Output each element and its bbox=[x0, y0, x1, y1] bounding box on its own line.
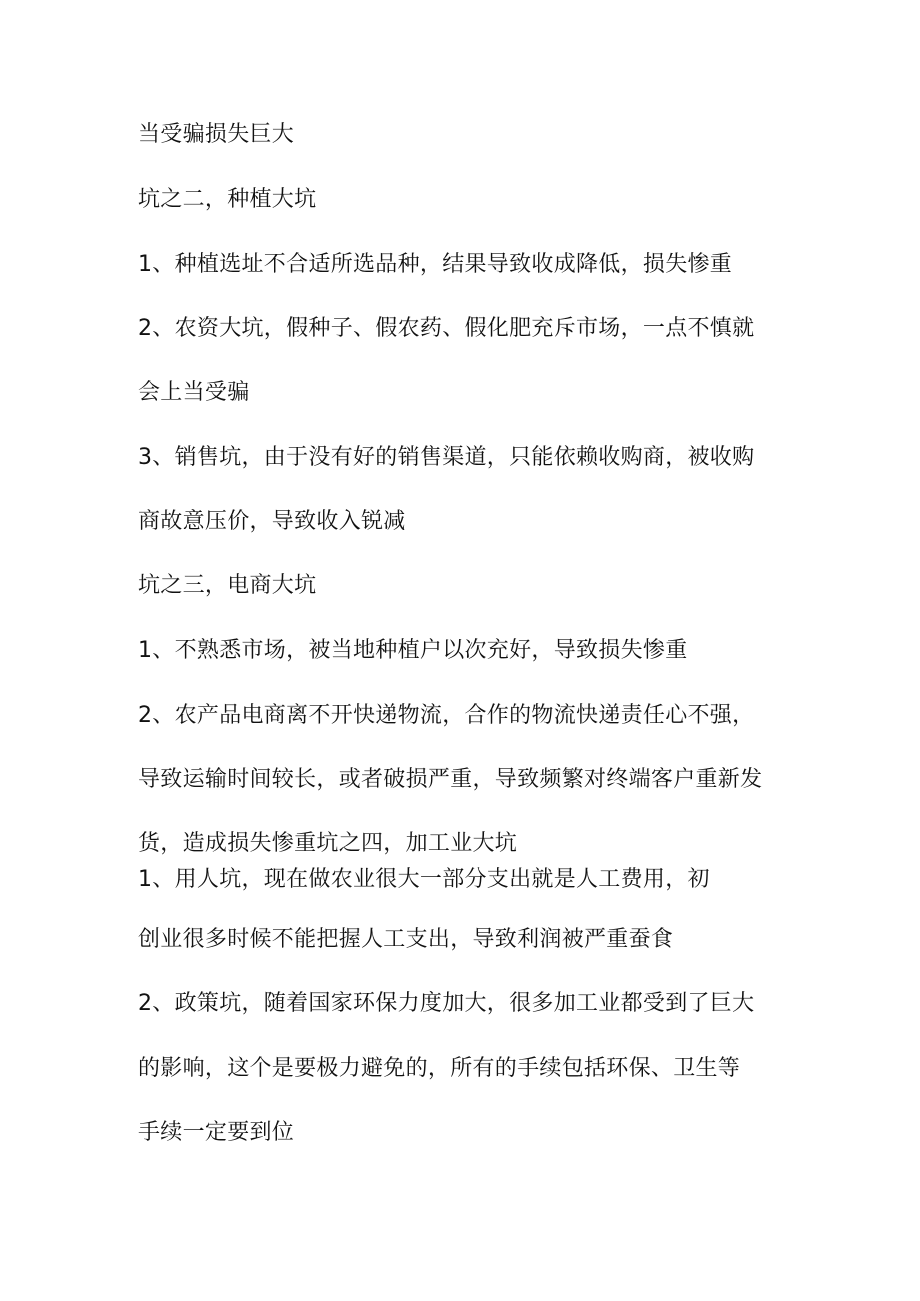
text-line-10: 2、农产品电商离不开快递物流，合作的物流快递责任心不强， bbox=[138, 703, 755, 728]
text-line-14: 创业很多时候不能把握人工支出，导致利润被严重蚕食 bbox=[138, 927, 674, 952]
section-heading-3: 坑之三，电商大坑 bbox=[138, 573, 317, 598]
text-line-13: 1、用人坑，现在做农业很大一部分支出就是人工费用，初 bbox=[138, 867, 710, 892]
text-line-17: 手续一定要到位 bbox=[138, 1120, 295, 1145]
text-line-9: 1、不熟悉市场，被当地种植户以次充好，导致损失惨重 bbox=[138, 638, 688, 663]
text-line-5: 会上当受骗 bbox=[138, 380, 250, 405]
text-line-3: 1、种植选址不合适所选品种，结果导致收成降低，损失惨重 bbox=[138, 252, 733, 277]
text-line-11: 导致运输时间较长，或者破损严重，导致频繁对终端客户重新发 bbox=[138, 767, 763, 792]
text-line-1: 当受骗损失巨大 bbox=[138, 122, 295, 147]
text-line-4: 2、农资大坑，假种子、假农药、假化肥充斥市场，一点不慎就 bbox=[138, 316, 755, 341]
text-line-7: 商故意压价，导致收入锐减 bbox=[138, 509, 406, 534]
text-line-16: 的影响，这个是要极力避免的，所有的手续包括环保、卫生等 bbox=[138, 1056, 741, 1081]
text-line-15: 2、政策坑，随着国家环保力度加大，很多加工业都受到了巨大 bbox=[138, 991, 755, 1016]
text-line-6: 3、销售坑，由于没有好的销售渠道，只能依赖收购商，被收购 bbox=[138, 445, 755, 470]
section-heading-2: 坑之二，种植大坑 bbox=[138, 187, 317, 212]
text-line-12: 货，造成损失惨重坑之四，加工业大坑 bbox=[138, 831, 518, 856]
